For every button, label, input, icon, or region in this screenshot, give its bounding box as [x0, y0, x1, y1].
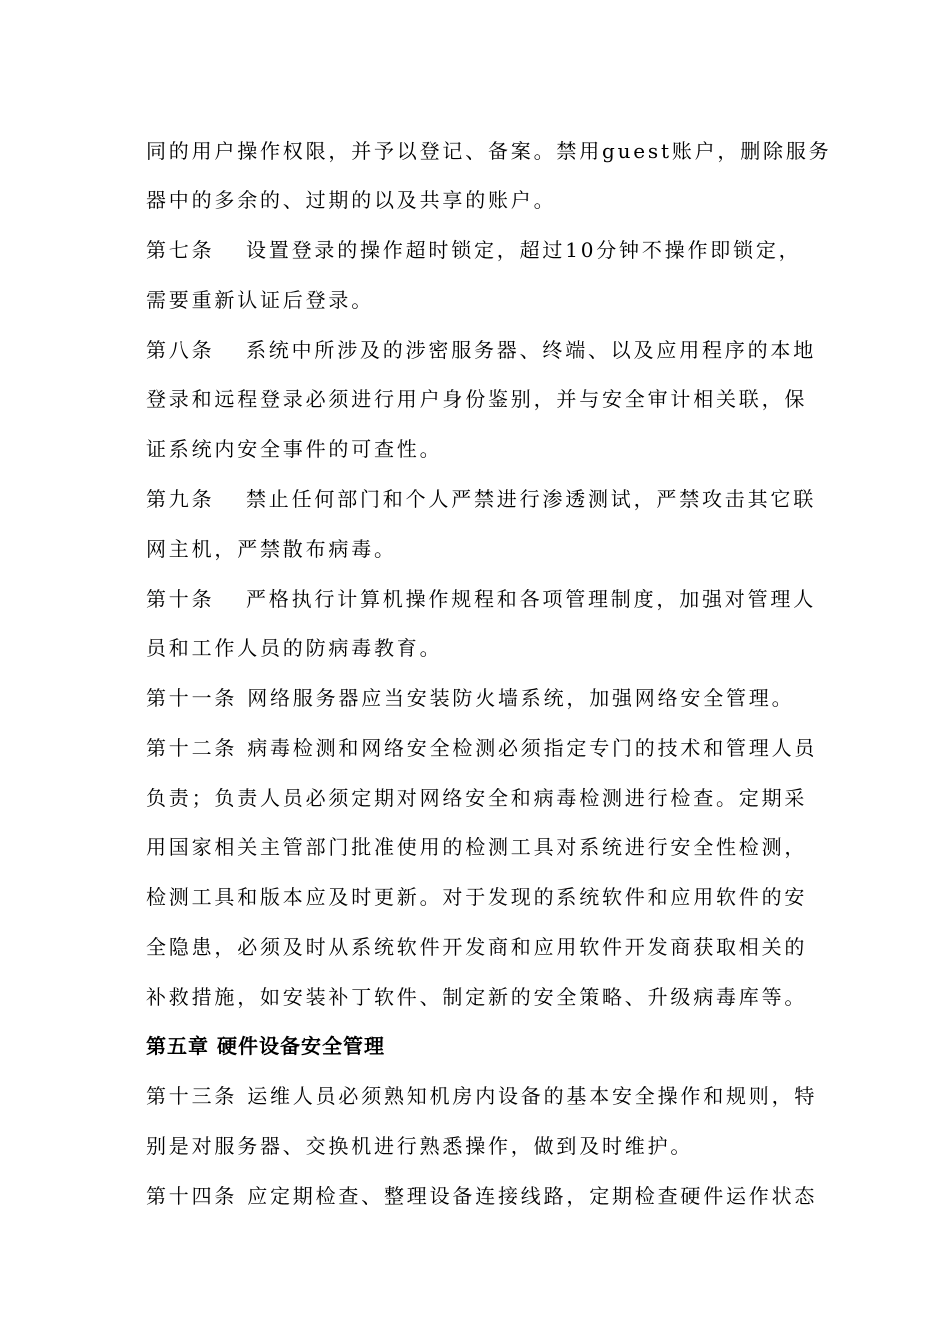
article-label: 第七条 — [146, 238, 215, 262]
text-line: 补救措施，如安装补丁软件、制定新的安全策略、升级病毒库等。 — [146, 985, 808, 1009]
chapter-heading: 第五章 硬件设备安全管理 — [146, 1034, 385, 1058]
article-text: 禁止任何部门和个人严禁进行渗透测试，严禁攻击其它联 — [246, 487, 816, 511]
text-line: 全隐患，必须及时从系统软件开发商和应用软件开发商获取相关的 — [146, 935, 808, 959]
text-line: 器中的多余的、过期的以及共享的账户。 — [146, 188, 557, 212]
article-label: 第十一条 — [146, 686, 238, 710]
text-line: 登录和远程登录必须进行用户身份鉴别，并与安全审计相关联，保 — [146, 387, 808, 411]
text-line: 需要重新认证后登录。 — [146, 288, 374, 312]
article-text: 网络服务器应当安装防火墙系统，加强网络安全管理。 — [247, 686, 795, 710]
text-line: 别是对服务器、交换机进行熟悉操作，做到及时维护。 — [146, 1134, 694, 1158]
article-8 — [146, 338, 816, 362]
text-line: 网主机，严禁散布病毒。 — [146, 537, 397, 561]
article-text: 应定期检查、整理设备连接线路，定期检查硬件运作状态 — [247, 1184, 818, 1208]
article-10 — [146, 587, 816, 611]
article-7 — [146, 238, 801, 262]
text-line: 员和工作人员的防病毒教育。 — [146, 636, 443, 660]
article-text: 系统中所涉及的涉密服务器、终端、以及应用程序的本地 — [246, 338, 816, 362]
article-11 — [146, 686, 794, 710]
article-label: 第十四条 — [146, 1184, 238, 1208]
article-text: 病毒检测和网络安全检测必须指定专门的技术和管理人员 — [247, 736, 818, 760]
article-label: 第十条 — [146, 587, 215, 611]
article-text: 严格执行计算机操作规程和各项管理制度，加强对管理人 — [246, 587, 816, 611]
article-14 — [146, 1184, 817, 1208]
article-label: 第十二条 — [146, 736, 238, 760]
text-line: 同的用户操作权限，并予以登记、备案。禁用guest账户，删除服务 — [146, 139, 832, 163]
article-13 — [146, 1084, 817, 1108]
article-text: 设置登录的操作超时锁定，超过10分钟不操作即锁定， — [246, 238, 802, 262]
text-line: 证系统内安全事件的可查性。 — [146, 437, 443, 461]
article-label: 第八条 — [146, 338, 215, 362]
article-9 — [146, 487, 816, 511]
article-label: 第十三条 — [146, 1084, 238, 1108]
article-12 — [146, 736, 817, 760]
text-line: 检测工具和版本应及时更新。对于发现的系统软件和应用软件的安 — [146, 885, 808, 909]
text-line: 负责；负责人员必须定期对网络安全和病毒检测进行检查。定期采 — [146, 786, 808, 810]
text-line: 用国家相关主管部门批准使用的检测工具对系统进行安全性检测， — [146, 835, 808, 859]
article-text: 运维人员必须熟知机房内设备的基本安全操作和规则，特 — [247, 1084, 818, 1108]
article-label: 第九条 — [146, 487, 215, 511]
